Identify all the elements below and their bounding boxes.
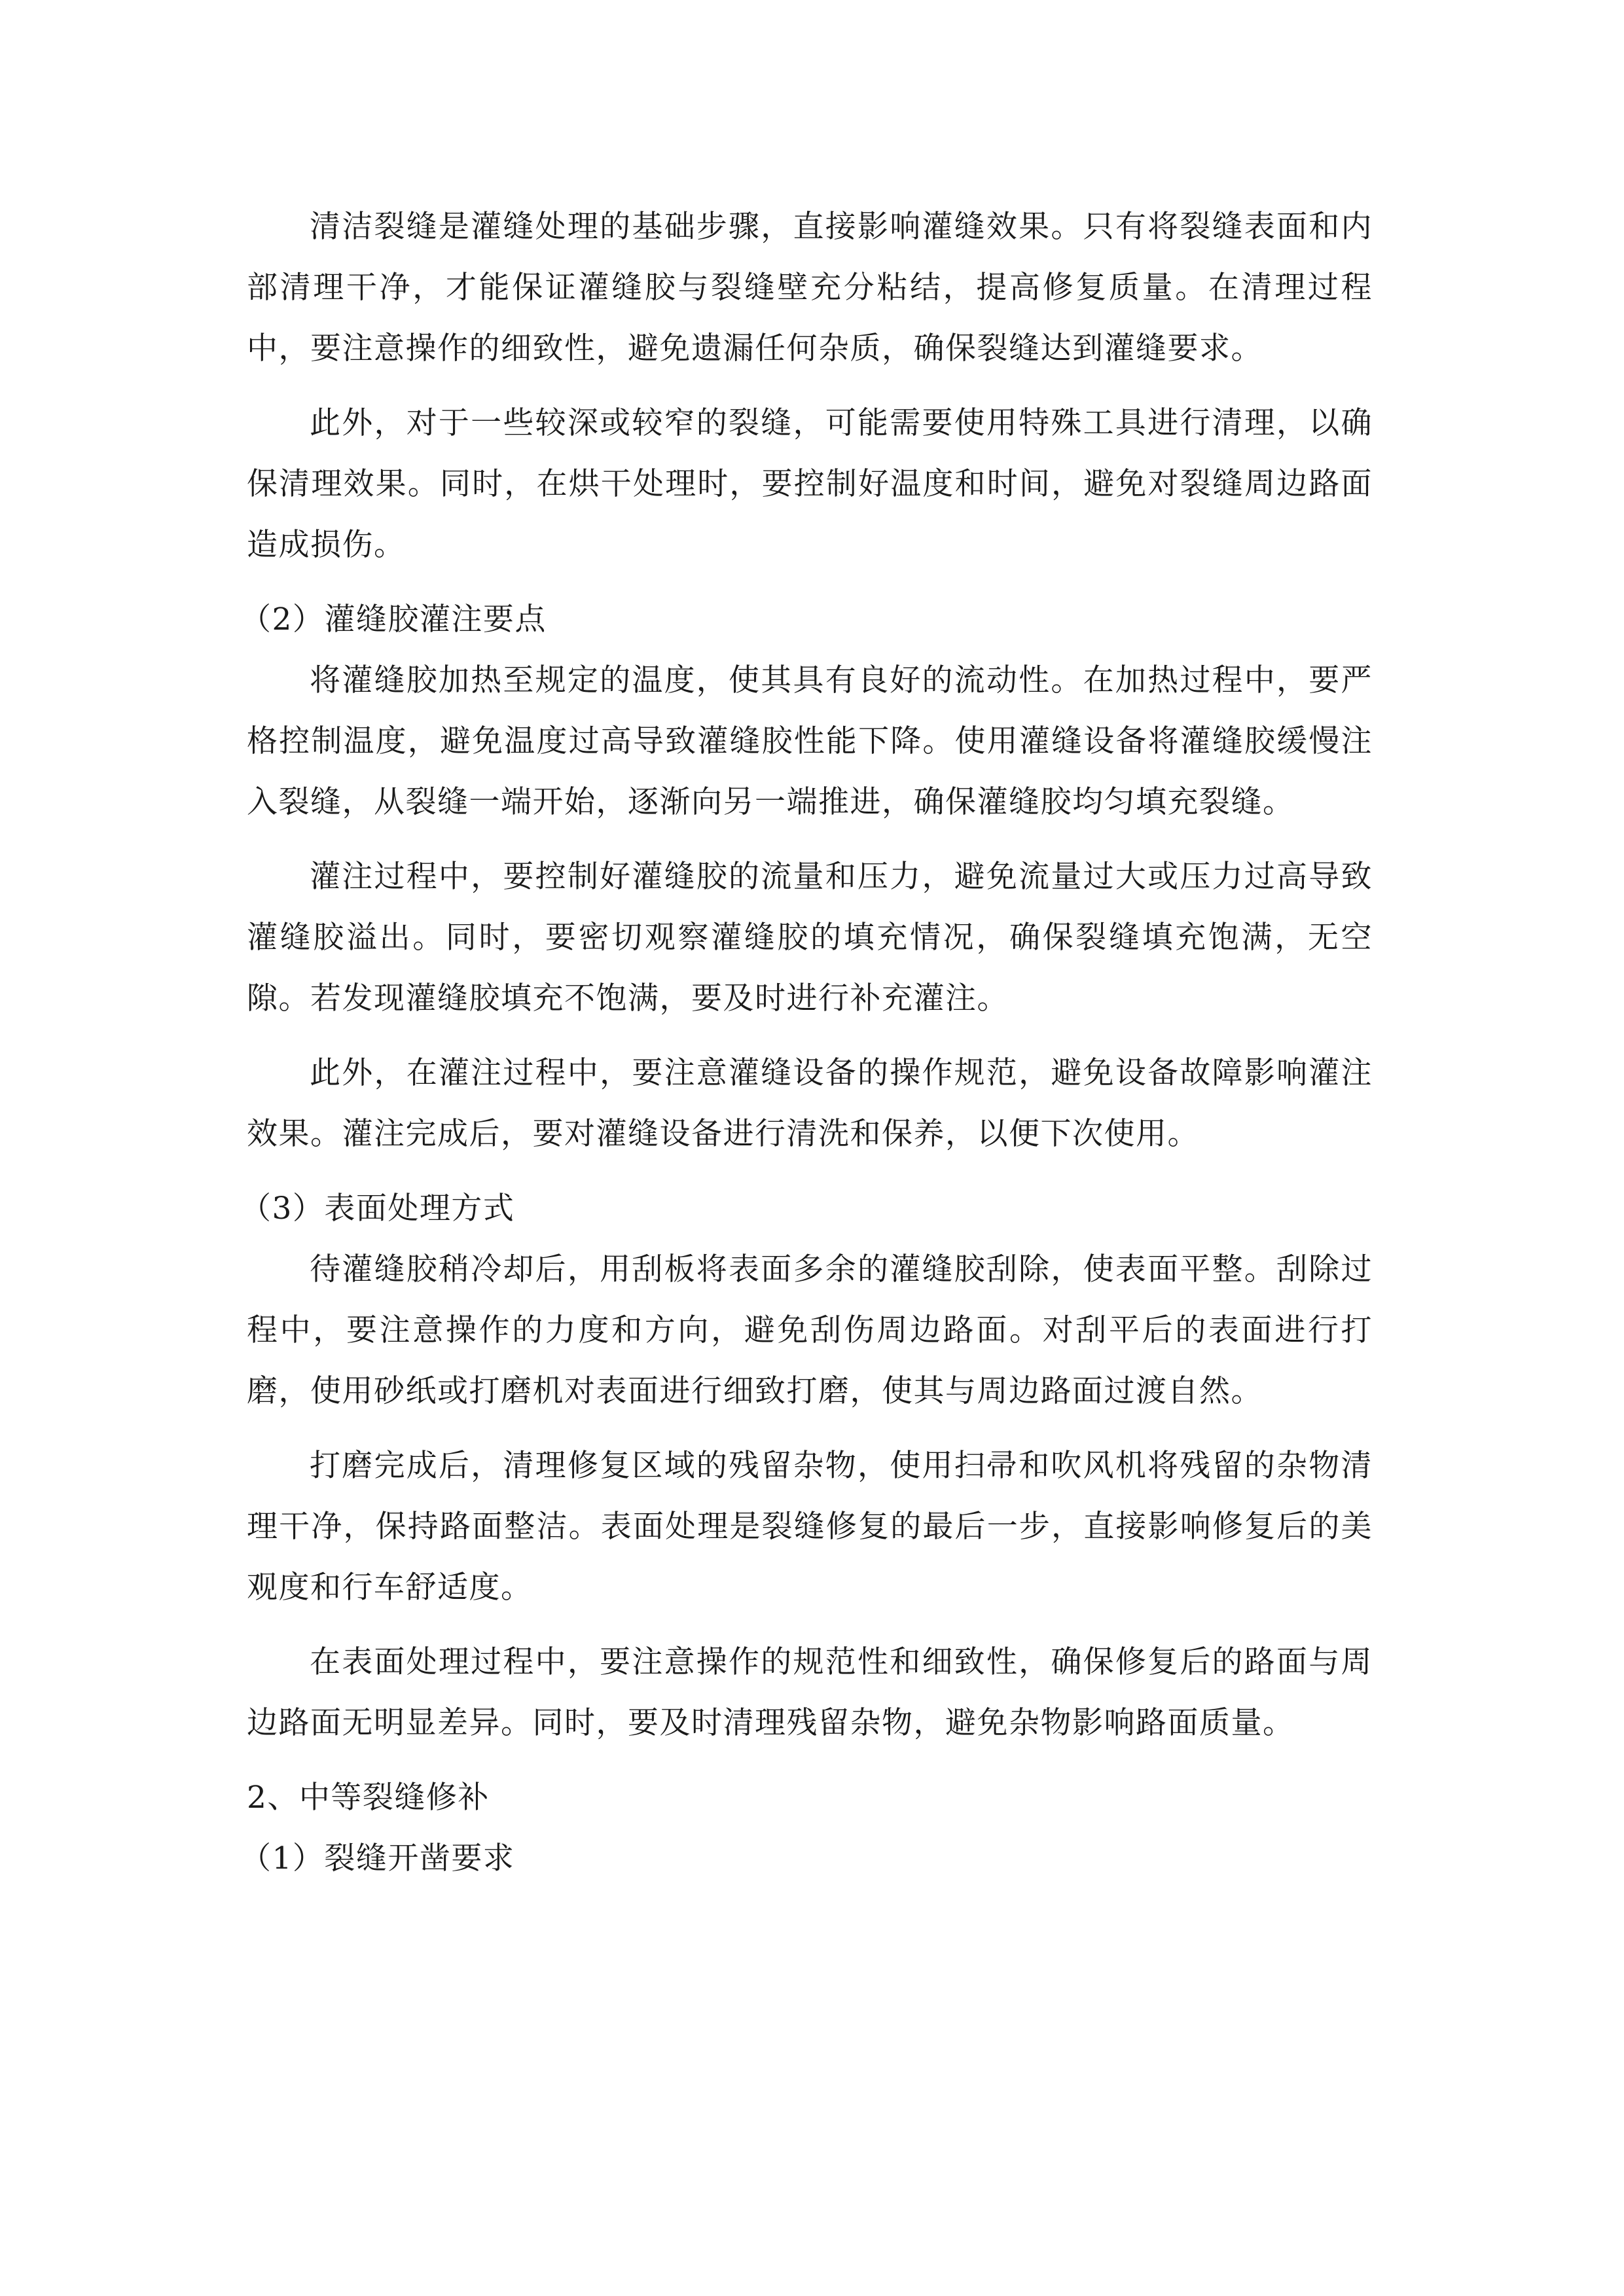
section-heading-medium-cracks: 2、中等裂缝修补 [247,1780,490,1816]
section-heading-surface-treatment: （3）表面处理方式 [240,1191,515,1227]
section-heading-crack-chiseling: （1）裂缝开凿要求 [240,1840,515,1876]
paragraph-crack-cleaning: 清洁裂缝是灌缝处理的基础步骤，直接影响灌缝效果。只有将裂缝表面和内部清理干净，才能保证灌缝胶与裂缝壁充分粘结，提高修复质量。在清理过程中，要注意操作的细致性，避免遗漏任何杂质，确保裂缝达到灌缝要求。 [247,209,1373,367]
document-body [240,196,1373,1889]
section-heading-sealant-pouring: （2）灌缝胶灌注要点 [240,601,547,637]
paragraph-flow-pressure: 灌注过程中，要控制好灌缝胶的流量和压力，避免流量过大或压力过高导致灌缝胶溢出。同时，要密切观察灌缝胶的填充情况，确保裂缝填充饱满，无空隙。若发现灌缝胶填充不饱满，要及时进行补充灌注。 [247,859,1373,1016]
paragraph-equipment-operation: 此外，在灌注过程中，要注意灌缝设备的操作规范，避免设备故障影响灌注效果。灌注完成后，要对灌缝设备进行清洗和保养，以便下次使用。 [247,1055,1373,1152]
paragraph-scraping: 待灌缝胶稍冷却后，用刮板将表面多余的灌缝胶刮除，使表面平整。刮除过程中，要注意操作的力度和方向，避免刮伤周边路面。对刮平后的表面进行打磨，使用砂纸或打磨机对表面进行细致打磨，使其与周边路面过渡自然。 [247,1251,1373,1409]
paragraph-special-tools: 此外，对于一些较深或较窄的裂缝，可能需要使用特殊工具进行清理，以确保清理效果。同时，在烘干处理时，要控制好温度和时间，避免对裂缝周边路面造成损伤。 [247,405,1373,563]
paragraph-heating-sealant: 将灌缝胶加热至规定的温度，使其具有良好的流动性。在加热过程中，要严格控制温度，避免温度过高导致灌缝胶性能下降。使用灌缝设备将灌缝胶缓慢注入裂缝，从裂缝一端开始，逐渐向另一端推进，确保灌缝胶均匀填充裂缝。 [247,662,1373,820]
paragraph-cleanup: 打磨完成后，清理修复区域的残留杂物，使用扫帚和吹风机将残留的杂物清理干净，保持路面整洁。表面处理是裂缝修复的最后一步，直接影响修复后的美观度和行车舒适度。 [247,1448,1373,1605]
paragraph-standardization: 在表面处理过程中，要注意操作的规范性和细致性，确保修复后的路面与周边路面无明显差异。同时，要及时清理残留杂物，避免杂物影响路面质量。 [247,1644,1373,1741]
